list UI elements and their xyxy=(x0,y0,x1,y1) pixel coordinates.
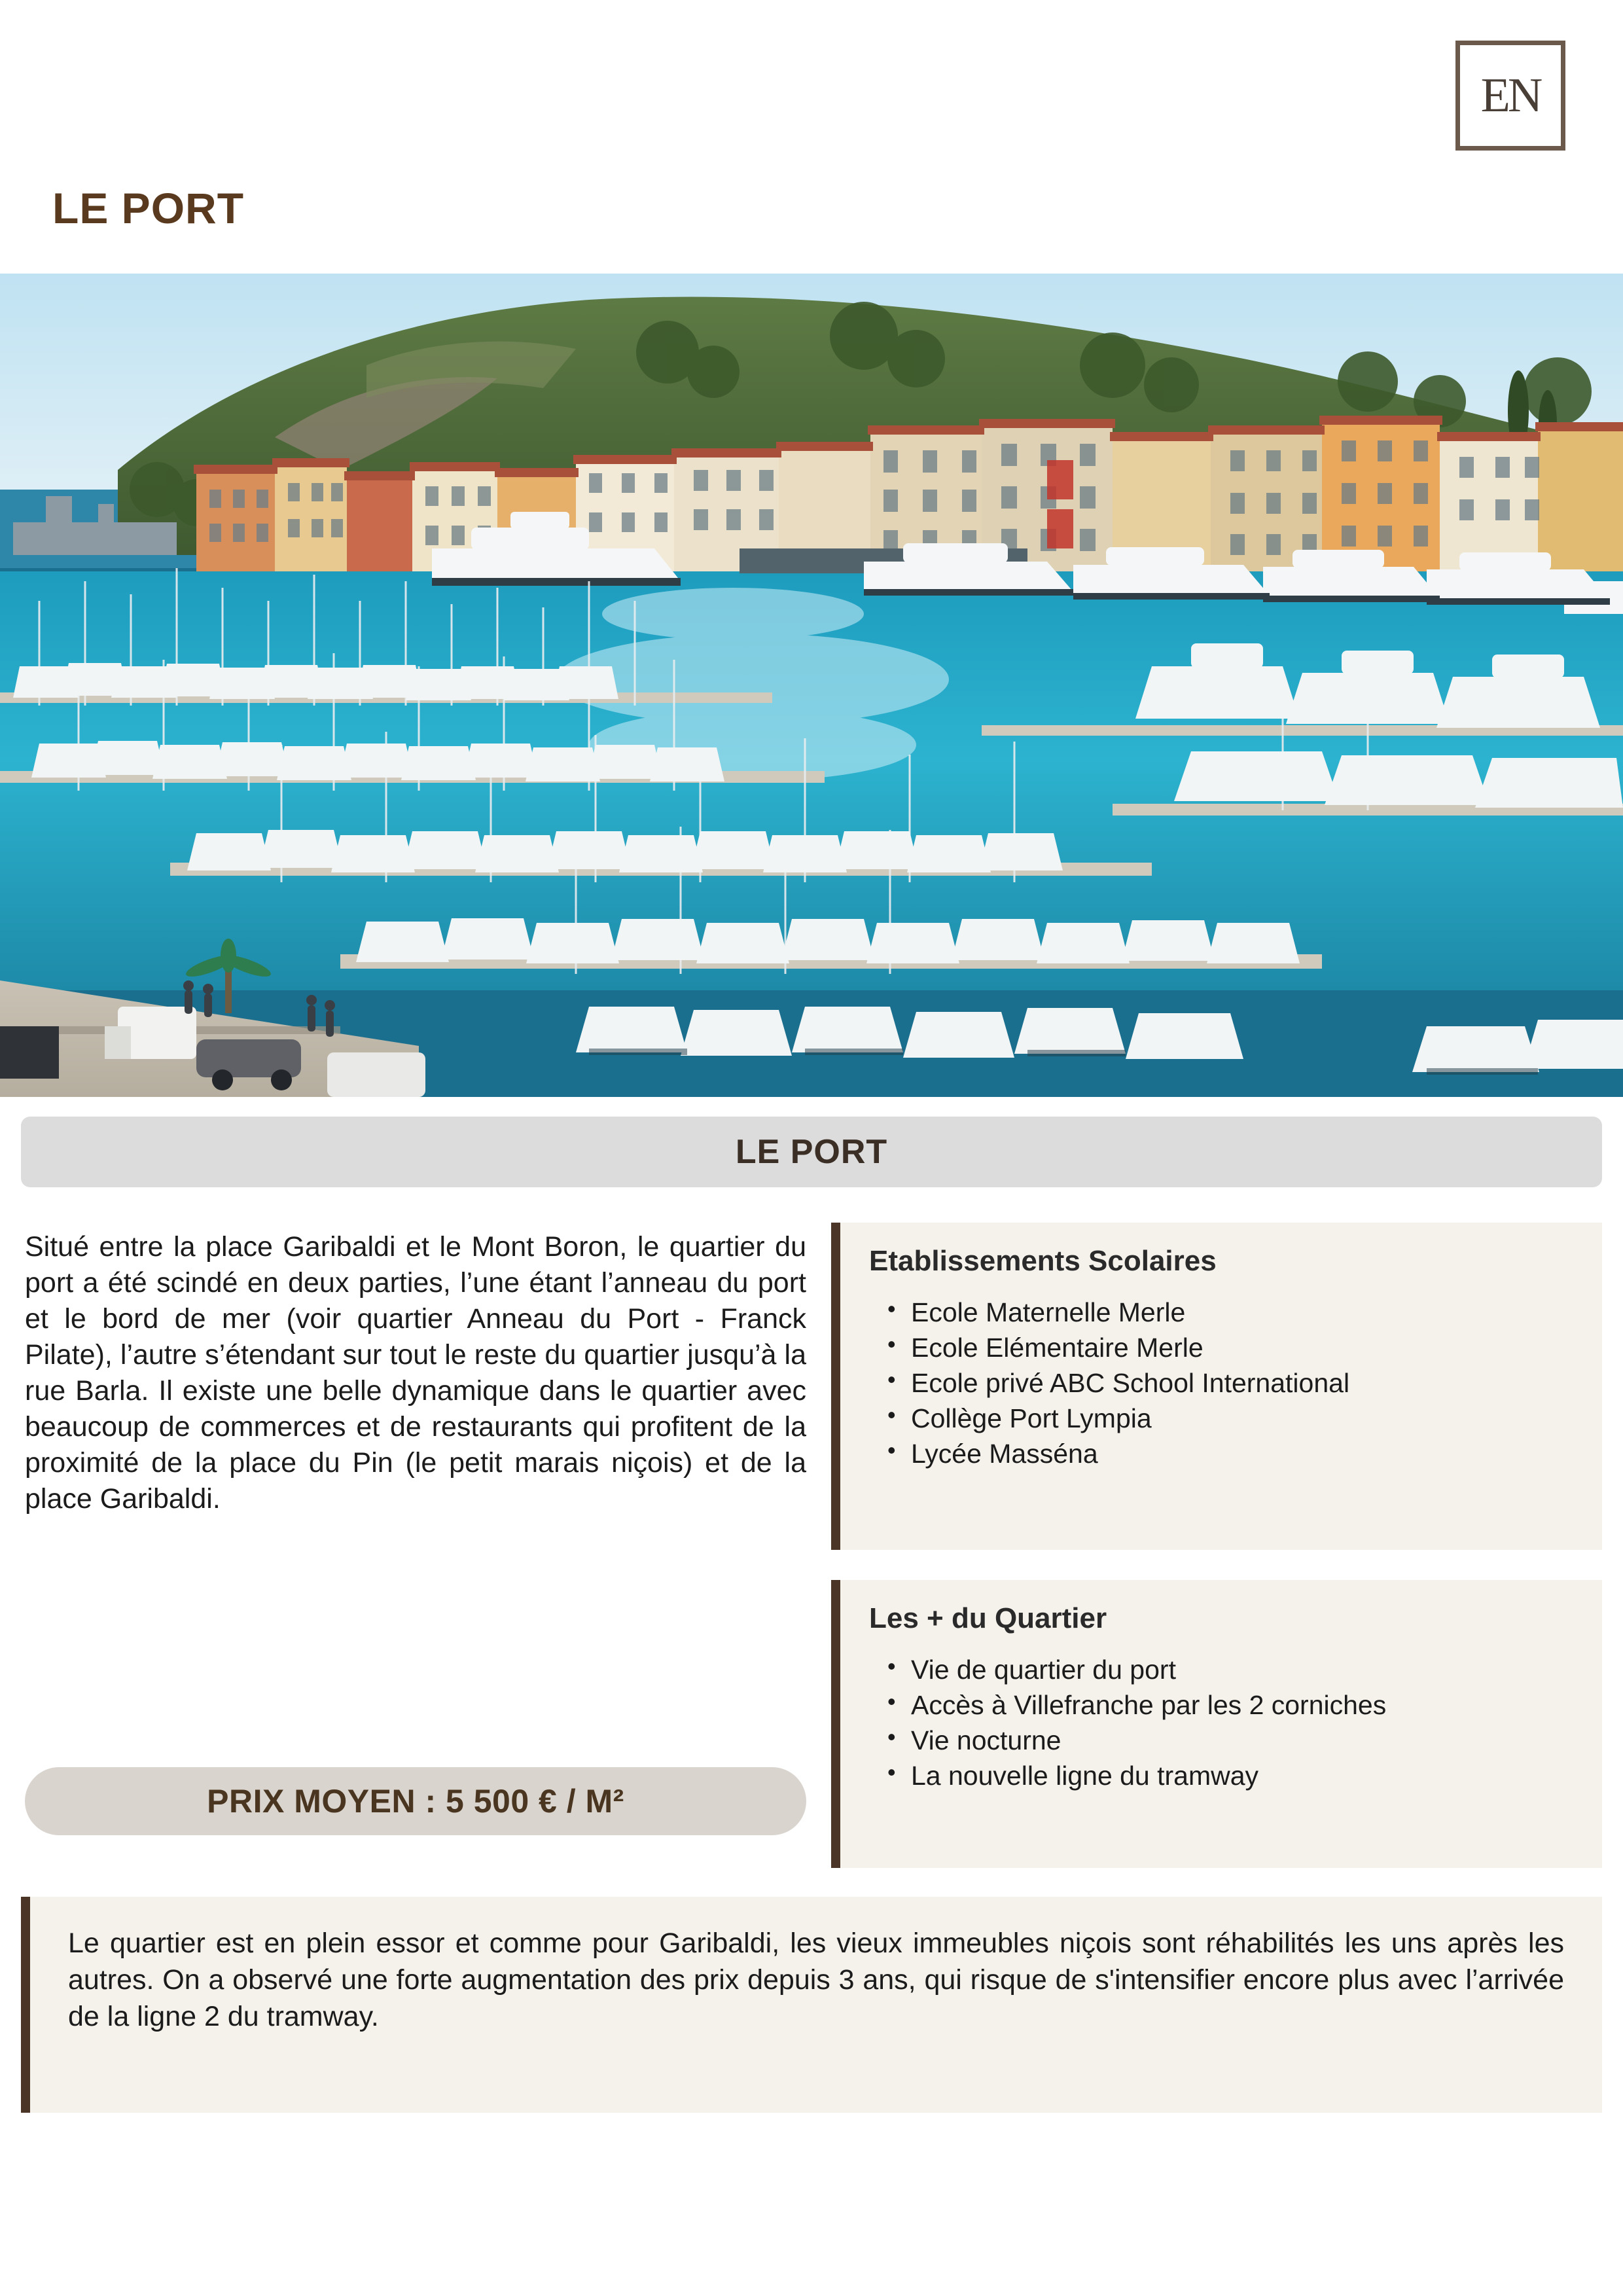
brand-logo-text: EN xyxy=(1480,68,1541,122)
average-price-badge xyxy=(25,1767,806,1835)
schools-card xyxy=(831,1223,1602,1550)
hero-image xyxy=(0,274,1623,1097)
list-item: • La nouvelle ligne du tramway xyxy=(869,1758,1576,1793)
list-item: • Lycée Masséna xyxy=(869,1436,1576,1471)
list-item: • Ecole Maternelle Merle xyxy=(869,1295,1576,1330)
description-block xyxy=(25,1229,806,1517)
advantages-card xyxy=(831,1580,1602,1868)
description-paragraph: Situé entre la place Garibaldi et le Mont Boron, le quartier du port a été scindé en deux parties, l’une étant l’anneau du port et le bord de mer (voir quartier Anneau du Port - Franck Pilate), l’autre s’étendant sur tout le reste du quartier jusqu’à la rue Barla. Il existe une belle dynamique dans le quartier avec beaucoup de commerces et de restaurants qui profitent de la proximité de la place du Pin (le petit marais niçois) et de la place Garibaldi. xyxy=(25,1231,806,1515)
section-banner xyxy=(21,1117,1602,1187)
list-item: • Ecole Elémentaire Merle xyxy=(869,1330,1576,1365)
list-item: • Collège Port Lympia xyxy=(869,1401,1576,1436)
brand-logo xyxy=(1455,41,1565,151)
section-banner-title: LE PORT xyxy=(735,1133,888,1171)
list-item: • Ecole privé ABC School International xyxy=(869,1365,1576,1401)
list-item: • Vie de quartier du port xyxy=(869,1652,1576,1687)
schools-list xyxy=(869,1295,1576,1472)
advantages-list xyxy=(869,1652,1576,1793)
market-note xyxy=(21,1897,1602,2113)
page-title: LE PORT xyxy=(52,184,245,232)
average-price-label: PRIX MOYEN : 5 500 € / M² xyxy=(207,1783,624,1820)
list-item: • Accès à Villefranche par les 2 corniches xyxy=(869,1687,1576,1723)
market-note-text: Le quartier est en plein essor et comme pour Garibaldi, les vieux immeubles niçois sont réhabilités les uns après les autres. On a observé une forte augmentation des prix depuis 3 ans, qui risque de s'intensifier encore plus avec l’arrivée de la ligne 2 du tramway. xyxy=(68,1928,1564,2032)
schools-card-title: Etablissements Scolaires xyxy=(869,1245,1217,1277)
advantages-card-title: Les + du Quartier xyxy=(869,1602,1107,1634)
hero-illustration xyxy=(0,274,1623,1097)
list-item: • Vie nocturne xyxy=(869,1723,1576,1758)
